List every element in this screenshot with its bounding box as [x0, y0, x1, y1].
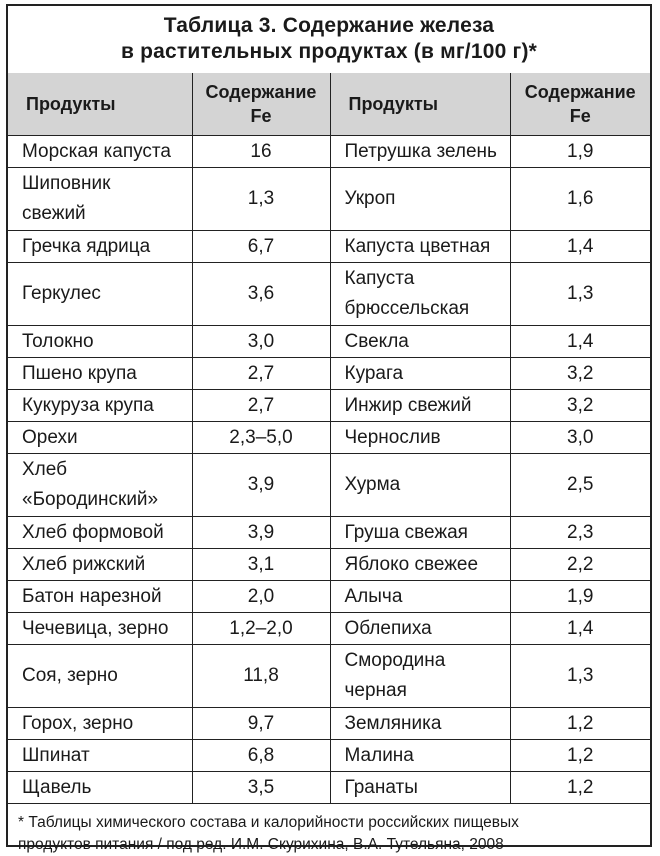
- fe-value-right: 1,3: [510, 645, 650, 708]
- fe-value-right: 1,4: [510, 613, 650, 645]
- footnote-line-1: * Таблицы химического состава и калорийности российских пищевых: [18, 814, 519, 831]
- product-name-line: черная: [344, 680, 407, 701]
- fe-value-right: 2,5: [510, 454, 650, 517]
- product-name-line: Кукуруза крупа: [22, 394, 154, 416]
- fe-value-right: 1,2: [510, 740, 650, 772]
- fe-value-left: 9,7: [192, 708, 330, 740]
- product-name-left: [8, 613, 192, 645]
- table-row: [8, 454, 650, 517]
- fe-value-right: 1,9: [510, 136, 650, 168]
- product-name-left: [8, 517, 192, 549]
- product-name-line: Груша свежая: [344, 521, 468, 543]
- product-name-right: [330, 390, 510, 422]
- product-name-left: [8, 168, 192, 231]
- product-name-left: [8, 708, 192, 740]
- product-name-line: Малина: [344, 744, 414, 766]
- product-name-left: [8, 358, 192, 390]
- table-row: [8, 263, 650, 326]
- fe-value-right: 1,4: [510, 326, 650, 358]
- fe-value-right: 2,3: [510, 517, 650, 549]
- fe-value-right: 3,2: [510, 358, 650, 390]
- product-name-line: Морская капуста: [22, 140, 171, 162]
- product-name-line: Укроп: [344, 188, 396, 209]
- product-name-right: [330, 708, 510, 740]
- product-name-left: [8, 136, 192, 168]
- table-row: [8, 772, 650, 804]
- product-name-left: [8, 326, 192, 358]
- table-header-row: [8, 73, 650, 136]
- product-name-line: Хурма: [344, 474, 401, 495]
- header-content-left: [192, 73, 330, 136]
- fe-value-right: 1,2: [510, 772, 650, 804]
- product-name-right: [330, 581, 510, 613]
- title-line-2: в растительных продуктах (в мг/100 г)*: [120, 40, 538, 63]
- product-name-left: [8, 581, 192, 613]
- product-name-right: [330, 358, 510, 390]
- product-name-left: [8, 645, 192, 708]
- fe-value-left: 3,1: [192, 549, 330, 581]
- product-name-line: Хлеб: [22, 459, 67, 480]
- header-products-right: Продукты: [330, 73, 510, 136]
- product-name-line: Соя, зерно: [22, 665, 118, 686]
- table-row: [8, 390, 650, 422]
- fe-value-right: 1,6: [510, 168, 650, 231]
- product-name-right: [330, 326, 510, 358]
- product-name-line: «Бородинский»: [22, 489, 159, 510]
- table-row: [8, 708, 650, 740]
- table-body: [8, 136, 650, 804]
- header-products-left: Продукты: [8, 73, 192, 136]
- product-name-line: Пшено крупа: [22, 362, 137, 384]
- fe-value-left: 2,3–5,0: [192, 422, 330, 454]
- fe-value-right: 1,4: [510, 231, 650, 263]
- fe-value-right: 1,2: [510, 708, 650, 740]
- product-name-right: [330, 740, 510, 772]
- table-row: [8, 740, 650, 772]
- table-row: [8, 422, 650, 454]
- product-name-left: [8, 422, 192, 454]
- product-name-line: Гречка ядрица: [22, 235, 151, 257]
- product-name-line: Орехи: [22, 426, 78, 448]
- table-row: [8, 231, 650, 263]
- fe-value-left: 3,0: [192, 326, 330, 358]
- product-name-right: [330, 454, 510, 517]
- fe-value-left: 1,3: [192, 168, 330, 231]
- iron-content-table-card: [6, 4, 652, 853]
- product-name-line: Алыча: [344, 585, 403, 607]
- product-name-line: Горох, зерно: [22, 712, 134, 734]
- product-name-line: Земляника: [344, 712, 442, 734]
- table-row: [8, 645, 650, 708]
- fe-value-right: 1,3: [510, 263, 650, 326]
- product-name-line: Чечевица, зерно: [22, 617, 169, 639]
- product-name-left: [8, 549, 192, 581]
- fe-value-left: 3,5: [192, 772, 330, 804]
- footnote: [8, 804, 650, 856]
- product-name-line: Чернослив: [344, 426, 441, 448]
- fe-value-left: 2,7: [192, 358, 330, 390]
- fe-value-right: 1,9: [510, 581, 650, 613]
- product-name-right: [330, 136, 510, 168]
- fe-value-left: 6,7: [192, 231, 330, 263]
- product-name-line: брюссельская: [344, 298, 470, 319]
- product-name-right: [330, 613, 510, 645]
- table-row: [8, 549, 650, 581]
- fe-value-right: 3,2: [510, 390, 650, 422]
- header-content-unit: Fe: [250, 106, 272, 126]
- product-name-line: Толокно: [22, 330, 94, 352]
- product-name-right: [330, 549, 510, 581]
- product-name-left: [8, 454, 192, 517]
- product-name-line: Геркулес: [22, 283, 101, 304]
- product-name-line: Облепиха: [344, 617, 432, 639]
- product-name-line: Капуста: [344, 268, 415, 289]
- product-name-left: [8, 390, 192, 422]
- product-name-line: Инжир свежий: [344, 394, 472, 416]
- product-name-line: Хлеб рижский: [22, 553, 146, 575]
- fe-value-right: 2,2: [510, 549, 650, 581]
- product-name-line: Хлеб формовой: [22, 521, 164, 543]
- product-name-right: [330, 517, 510, 549]
- title-line-1: Таблица 3. Содержание железа: [163, 14, 495, 37]
- iron-content-table: [8, 73, 650, 804]
- product-name-line: Батон нарезной: [22, 585, 162, 607]
- product-name-right: [330, 422, 510, 454]
- fe-value-left: 6,8: [192, 740, 330, 772]
- table-row: [8, 517, 650, 549]
- fe-value-left: 3,6: [192, 263, 330, 326]
- product-name-left: [8, 772, 192, 804]
- product-name-line: Курага: [344, 362, 404, 384]
- product-name-line: Яблоко свежее: [344, 553, 479, 575]
- fe-value-left: 16: [192, 136, 330, 168]
- header-content-unit: Fe: [569, 106, 591, 126]
- product-name-line: Петрушка зелень: [344, 140, 497, 162]
- footnote-line-2: продуктов питания / под ред. И.М. Скурихина, В.А. Тутельяна, 2008: [18, 836, 504, 853]
- product-name-right: [330, 168, 510, 231]
- table-row: [8, 136, 650, 168]
- product-name-right: [330, 645, 510, 708]
- product-name-right: [330, 231, 510, 263]
- product-name-line: Гранаты: [344, 776, 418, 798]
- header-content-label: Содержание: [524, 82, 636, 102]
- fe-value-left: 3,9: [192, 517, 330, 549]
- table-row: [8, 613, 650, 645]
- product-name-left: [8, 231, 192, 263]
- product-name-left: [8, 263, 192, 326]
- header-content-right: [510, 73, 650, 136]
- product-name-line: Свекла: [344, 330, 409, 352]
- fe-value-left: 1,2–2,0: [192, 613, 330, 645]
- product-name-right: [330, 263, 510, 326]
- product-name-line: свежий: [22, 203, 86, 224]
- table-title: [8, 6, 650, 73]
- product-name-line: Шиповник: [22, 173, 111, 194]
- header-content-label: Содержание: [205, 82, 317, 102]
- product-name-line: Смородина: [344, 650, 446, 671]
- product-name-right: [330, 772, 510, 804]
- product-name-line: Капуста цветная: [344, 235, 491, 257]
- table-row: [8, 326, 650, 358]
- table-row: [8, 581, 650, 613]
- fe-value-left: 2,7: [192, 390, 330, 422]
- table-row: [8, 168, 650, 231]
- product-name-line: Шпинат: [22, 744, 90, 766]
- product-name-line: Щавель: [22, 776, 92, 798]
- product-name-left: [8, 740, 192, 772]
- table-row: [8, 358, 650, 390]
- fe-value-left: 2,0: [192, 581, 330, 613]
- fe-value-right: 3,0: [510, 422, 650, 454]
- fe-value-left: 11,8: [192, 645, 330, 708]
- fe-value-left: 3,9: [192, 454, 330, 517]
